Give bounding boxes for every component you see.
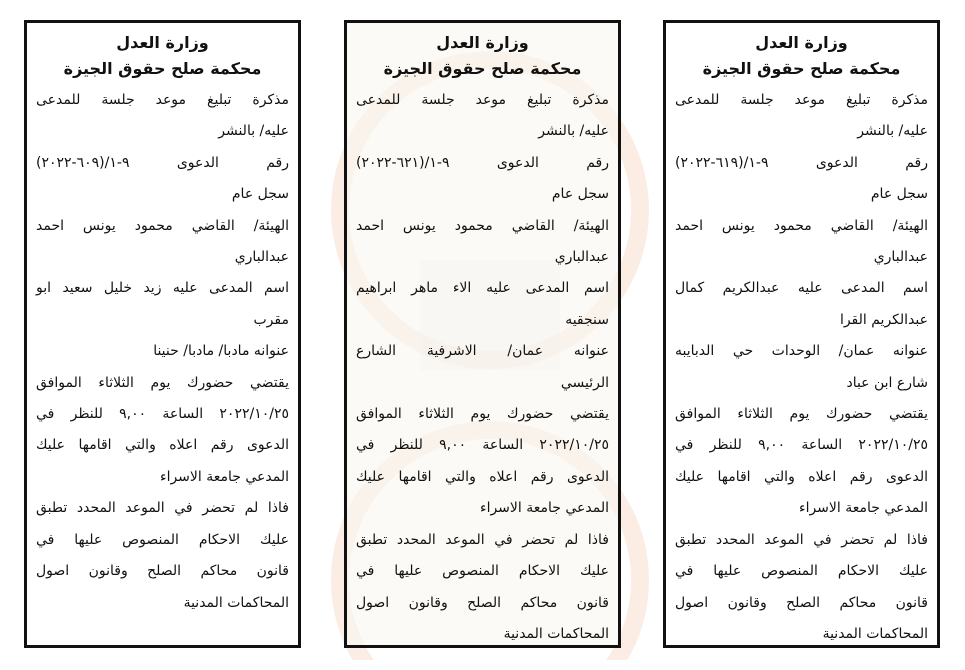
notice-line: المحاكمات المدنية bbox=[503, 625, 609, 642]
notice-line: عبدالباري bbox=[234, 249, 289, 266]
notice-line: عبدالباري bbox=[554, 249, 609, 266]
notice-line: عليك الاحكام المنصوص عليها في bbox=[675, 563, 928, 580]
notice-line: فاذا لم تحضر في الموعد المحدد تطبق bbox=[675, 531, 928, 548]
notice-line: قانون محاكم الصلح وقانون اصول bbox=[356, 594, 609, 611]
notice-line: المحاكمات المدنية bbox=[183, 594, 289, 611]
address-line: عنوانه مادبا/ مادبا/ حنينا bbox=[153, 343, 289, 360]
notice-line: عليك الاحكام المنصوص عليها في bbox=[36, 531, 289, 548]
case-number: رقم الدعوى ٩-١/(٦١٩-٢٠٢٢) bbox=[675, 154, 928, 171]
notice-line: عليه/ بالنشر bbox=[538, 123, 609, 140]
notice-line: يقتضي حضورك يوم الثلاثاء الموافق bbox=[356, 406, 609, 423]
notice-line: سجل عام bbox=[231, 186, 289, 203]
case-number: رقم الدعوى ٩-١/(٦٠٩-٢٠٢٢) bbox=[36, 154, 289, 171]
notice-line: قانون محاكم الصلح وقانون اصول bbox=[675, 594, 928, 611]
notice-line: مقرب bbox=[253, 311, 289, 328]
notice-line: مذكرة تبليغ موعد جلسة للمدعى bbox=[36, 92, 289, 108]
defendant-line: اسم المدعى عليه الاء ماهر ابراهيم bbox=[356, 280, 609, 297]
plaintiff-line: المدعي جامعة الاسراء bbox=[159, 468, 289, 485]
court-title: محكمة صلح حقوق الجيزة bbox=[702, 59, 901, 78]
notice-line: سنجقيه bbox=[565, 311, 609, 328]
notice-line: سجل عام bbox=[870, 186, 928, 203]
notice-middle bbox=[344, 20, 621, 648]
notice-line: الرئيسي bbox=[560, 374, 609, 391]
notice-line: سجل عام bbox=[551, 186, 609, 203]
court-title: محكمة صلح حقوق الجيزة bbox=[383, 59, 582, 78]
court-title: محكمة صلح حقوق الجيزة bbox=[63, 59, 262, 78]
address-line: عنوانه عمان/ الوحدات حي الدبايبه bbox=[675, 343, 928, 360]
notice-line: فاذا لم تحضر في الموعد المحدد تطبق bbox=[36, 500, 289, 517]
hearing-date: ٢٠٢٢/١٠/٢٥ الساعة ٩,٠٠ للنظر في bbox=[356, 437, 609, 454]
defendant-line: اسم المدعى عليه عبدالكريم كمال bbox=[675, 280, 928, 297]
notice-line: مذكرة تبليغ موعد جلسة للمدعى bbox=[356, 92, 609, 108]
notice-line: يقتضي حضورك يوم الثلاثاء الموافق bbox=[36, 374, 289, 391]
defendant-line: اسم المدعى عليه زيد خليل سعيد ابو bbox=[36, 280, 289, 297]
notice-left bbox=[24, 20, 301, 648]
notice-line: مذكرة تبليغ موعد جلسة للمدعى bbox=[675, 92, 928, 108]
notice-line: المحاكمات المدنية bbox=[822, 625, 928, 642]
notice-line: قانون محاكم الصلح وقانون اصول bbox=[36, 563, 289, 580]
notice-line: الدعوى رقم اعلاه والتي اقامها عليك bbox=[356, 468, 609, 485]
notice-line: عبدالكريم القرا bbox=[839, 311, 928, 328]
ministry-title: وزارة العدل bbox=[755, 33, 848, 52]
plaintiff-line: المدعي جامعة الاسراء bbox=[479, 500, 609, 517]
notice-line: عليه/ بالنشر bbox=[857, 123, 928, 140]
notice-line: الدعوى رقم اعلاه والتي اقامها عليك bbox=[675, 468, 928, 485]
judge-line: الهيئة/ القاضي محمود يونس احمد bbox=[36, 217, 289, 234]
judge-line: الهيئة/ القاضي محمود يونس احمد bbox=[675, 217, 928, 234]
hearing-date: ٢٠٢٢/١٠/٢٥ الساعة ٩,٠٠ للنظر في bbox=[675, 437, 928, 454]
ministry-title: وزارة العدل bbox=[436, 33, 529, 52]
notice-right bbox=[663, 20, 940, 648]
notice-line: الدعوى رقم اعلاه والتي اقامها عليك bbox=[36, 437, 289, 454]
hearing-date: ٢٠٢٢/١٠/٢٥ الساعة ٩,٠٠ للنظر في bbox=[36, 406, 289, 423]
plaintiff-line: المدعي جامعة الاسراء bbox=[798, 500, 928, 517]
notice-line: يقتضي حضورك يوم الثلاثاء الموافق bbox=[675, 406, 928, 423]
notice-line: عليك الاحكام المنصوص عليها في bbox=[356, 563, 609, 580]
notice-line: عبدالباري bbox=[873, 249, 928, 266]
case-number: رقم الدعوى ٩-١/(٦٢١-٢٠٢٢) bbox=[356, 154, 609, 171]
notice-line: فاذا لم تحضر في الموعد المحدد تطبق bbox=[356, 531, 609, 548]
judge-line: الهيئة/ القاضي محمود يونس احمد bbox=[356, 217, 609, 234]
notice-line: شارع ابن عباد bbox=[846, 374, 928, 391]
notice-line: عليه/ بالنشر bbox=[218, 123, 289, 140]
address-line: عنوانه عمان/ الاشرفية الشارع bbox=[356, 343, 609, 360]
ministry-title: وزارة العدل bbox=[116, 33, 209, 52]
